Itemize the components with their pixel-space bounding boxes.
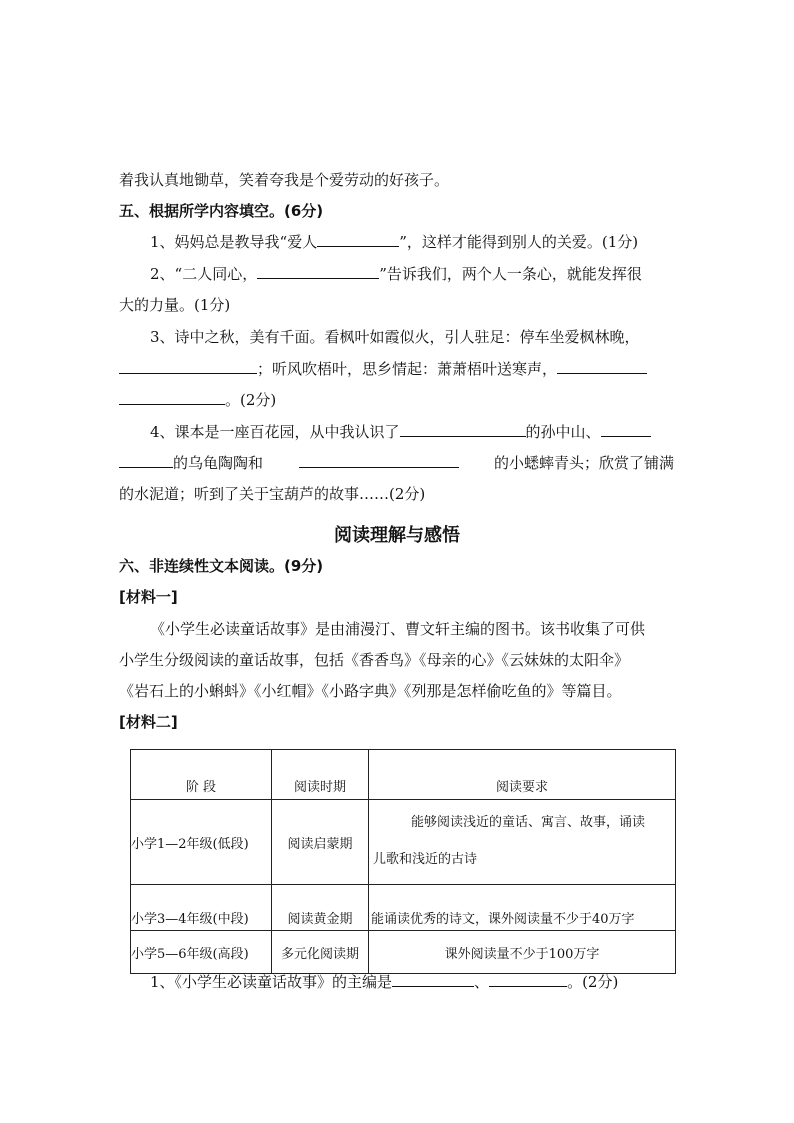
cell-line: 儿歌和浅近的古诗 (373, 852, 478, 867)
q2-text-end: ”告诉我们，两个人一条心，就能发挥很 (379, 265, 642, 283)
q4-line-3: 的水泥道；听到了关于宝葫芦的故事……(2分) (119, 485, 426, 503)
q4-text: 4、课本是一座百花园，从中我认识了 (150, 423, 400, 441)
table-header: 阅读要求 (369, 750, 676, 800)
table-cell: 阅读黄金期 (272, 885, 369, 931)
table-cell: 小学5—6年级(高段) (131, 931, 272, 974)
answer-blank[interactable] (257, 264, 379, 279)
table-row (131, 931, 676, 974)
rq1-sep: 、 (474, 973, 490, 991)
q3-line-2 (119, 359, 647, 379)
table-cell: 多元化阅读期 (272, 931, 369, 974)
table-cell: 阅读启蒙期 (272, 800, 369, 885)
question-2 (150, 264, 642, 284)
answer-blank[interactable] (119, 390, 225, 405)
material-1-text: 小学生分级阅读的童话故事，包括《香香鸟》《母亲的心》《云妹妹的太阳伞》 (119, 651, 630, 669)
q4-text-4: 的小蟋蟀青头；欣赏了铺满 (493, 454, 674, 472)
table-header: 阅读时期 (272, 750, 369, 800)
question-4 (150, 422, 651, 442)
material-2-label: [材料二] (119, 713, 178, 731)
table-cell: 小学1—2年级(低段) (131, 800, 272, 885)
table-row (131, 885, 676, 931)
table-header: 阶 段 (131, 750, 272, 800)
q2-text: 2、“二人同心， (150, 265, 258, 283)
reading-stage-table (130, 749, 676, 974)
rq1-text: 1、《小学生必读童话故事》的主编是 (150, 973, 393, 991)
table-cell (369, 800, 676, 885)
question-1 (150, 232, 638, 252)
answer-blank[interactable] (557, 359, 647, 374)
text-line: 着我认真地锄草，笑着夸我是个爱劳动的好孩子。 (119, 171, 450, 189)
q3-line-3 (119, 390, 276, 410)
answer-blank[interactable] (489, 972, 567, 987)
section-6-title: 六、非连续性文本阅读。(9分) (119, 557, 324, 575)
section-5-title: 五、根据所学内容填空。(6分) (119, 202, 324, 220)
q3-score: 。(2分) (225, 391, 277, 409)
table-row (131, 800, 676, 885)
q1-text-end: ”，这样才能得到别人的关爱。(1分) (399, 233, 639, 251)
answer-blank[interactable] (317, 232, 399, 247)
q2-continuation: 大的力量。(1分) (119, 296, 231, 314)
reading-question-1 (150, 972, 618, 992)
question-3: 3、诗中之秋，美有千面。看枫叶如霞似火，引人驻足：停车坐爱枫林晚， (150, 328, 640, 346)
material-1-text: 《小学生必读童话故事》是由浦漫汀、曹文轩主编的图书。该书收集了可供 (150, 620, 646, 638)
table-cell: 小学3—4年级(中段) (131, 885, 272, 931)
table-cell: 能诵读优秀的诗文，课外阅读量不少于40万字 (369, 885, 676, 931)
answer-blank[interactable] (392, 972, 474, 987)
answer-blank[interactable] (601, 422, 651, 437)
q4-line-2 (119, 453, 674, 473)
q3-text: ；听风吹梧叶，思乡情起：萧萧梧叶送寒声， (257, 360, 558, 378)
q4-text-2: 的孙中山、 (525, 423, 601, 441)
answer-blank[interactable] (400, 422, 526, 437)
answer-blank[interactable] (299, 453, 459, 468)
cell-line: 能够阅读浅近的童话、寓言、故事，诵读 (411, 815, 646, 830)
answer-blank[interactable] (119, 359, 257, 374)
table-cell: 课外阅读量不少于100万字 (369, 931, 676, 974)
material-1-label: [材料一] (119, 588, 178, 606)
rq1-score: 。(2分) (567, 973, 619, 991)
answer-blank[interactable] (119, 453, 173, 468)
material-1-text: 《岩石上的小蝌蚪》《小红帽》《小路字典》《列那是怎样偷吃鱼的》等篇目。 (119, 682, 622, 700)
section-heading: 阅读理解与感悟 (334, 525, 460, 546)
q1-text: 1、妈妈总是教导我“爱人 (150, 233, 318, 251)
q4-text-3: 的乌龟陶陶和 (173, 454, 264, 472)
